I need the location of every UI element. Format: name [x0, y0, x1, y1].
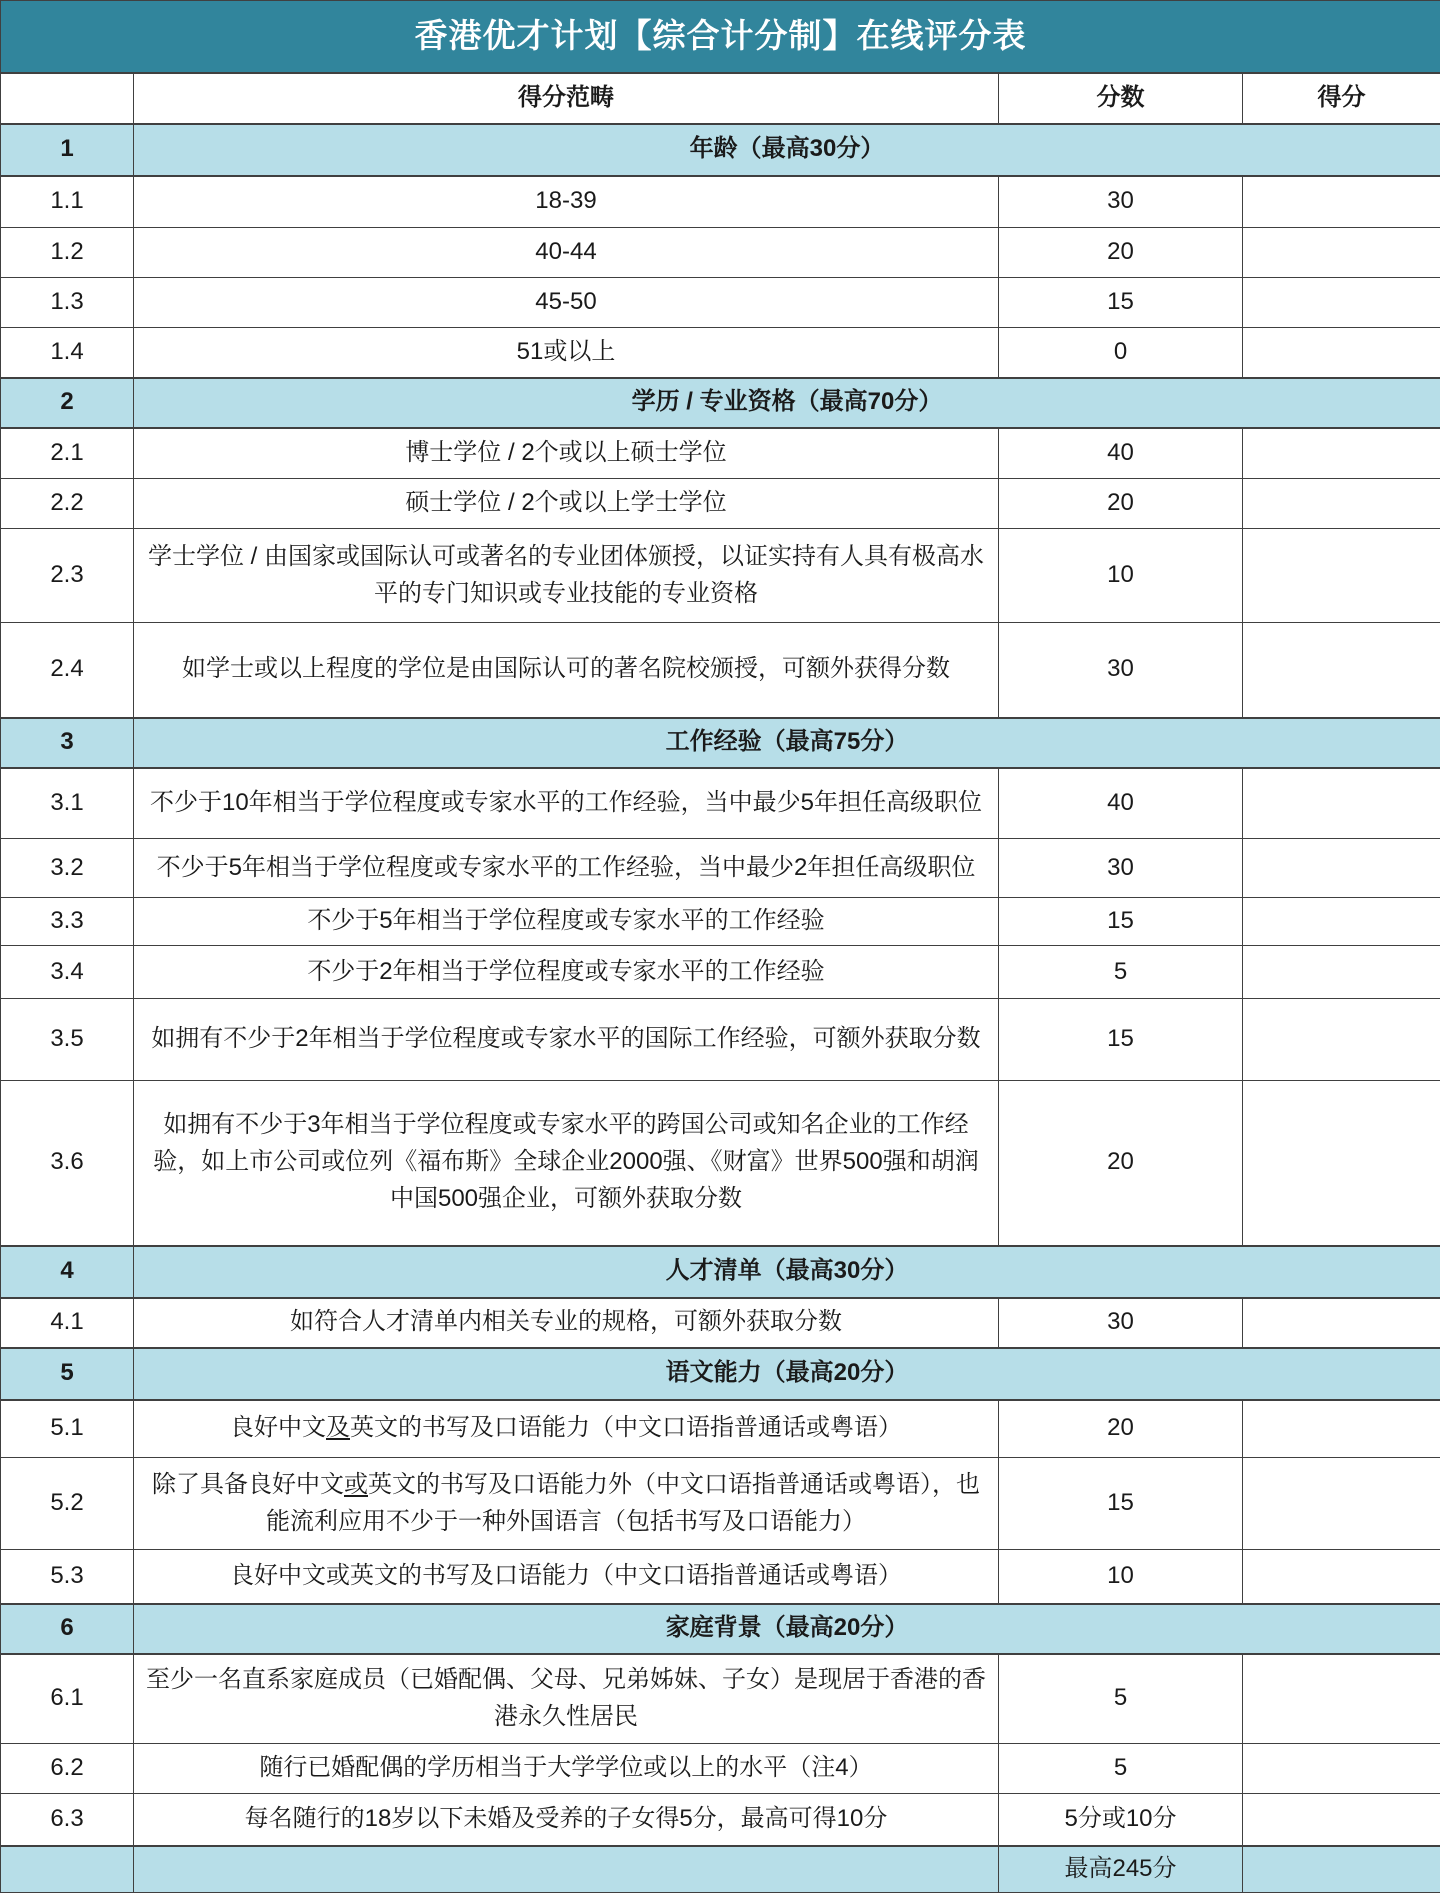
row-id-cell: 2 [1, 378, 134, 428]
category-cell [134, 1654, 999, 1744]
table-row [1, 946, 1440, 999]
category-text: 人才清单（最高30分） [666, 1257, 909, 1284]
points-cell: 15 [999, 898, 1243, 946]
score-input-cell[interactable] [1243, 1400, 1440, 1458]
table-row [1, 839, 1440, 898]
score-input-cell[interactable] [1243, 623, 1440, 718]
category-cell [134, 1400, 999, 1458]
table-row [1, 999, 1440, 1081]
category-text: 40-44 [535, 238, 596, 265]
score-input-cell[interactable] [1243, 1458, 1440, 1550]
points-cell: 15 [999, 999, 1243, 1081]
points-cell: 30 [999, 1298, 1243, 1348]
row-id-cell: 6 [1, 1604, 134, 1654]
score-input-cell[interactable] [1243, 529, 1440, 623]
table-row [1, 479, 1440, 529]
table-row [1, 278, 1440, 328]
section-row [1, 1348, 1440, 1400]
points-cell: 30 [999, 176, 1243, 228]
row-id-cell: 3.5 [1, 999, 134, 1081]
underlined-text: 或 [344, 1471, 368, 1498]
points-cell: 5 [999, 1654, 1243, 1744]
points-cell: 20 [999, 479, 1243, 529]
page-title: 香港优才计划【综合计分制】在线评分表 [1, 1, 1440, 73]
category-text: 不少于2年相当于学位程度或专家水平的工作经验 [307, 958, 824, 985]
table-row [1, 1744, 1440, 1794]
score-input-cell[interactable] [1243, 898, 1440, 946]
row-id-cell: 3 [1, 718, 134, 768]
category-text: 18-39 [535, 187, 596, 214]
points-cell: 40 [999, 428, 1243, 479]
category-cell [134, 1846, 999, 1893]
score-input-cell[interactable] [1243, 1744, 1440, 1794]
score-input-cell[interactable] [1243, 839, 1440, 898]
score-input-cell [1243, 1846, 1440, 1893]
score-input-cell[interactable] [1243, 1081, 1440, 1246]
category-text: 45-50 [535, 288, 596, 315]
points-cell: 20 [999, 1400, 1243, 1458]
category-text: 英文的书写及口语能力外（中文口语指普通话或粤语），也能流利应用不少于一种外国语言（包括书写及口语能力） [266, 1471, 980, 1535]
table-row [1, 228, 1440, 278]
category-cell [134, 278, 999, 328]
total-row [1, 1846, 1440, 1893]
section-row [1, 1604, 1440, 1654]
score-input-cell[interactable] [1243, 176, 1440, 228]
row-id-cell: 5.1 [1, 1400, 134, 1458]
category-text: 家庭背景（最高20分） [666, 1614, 909, 1641]
category-cell [134, 1246, 1440, 1298]
row-id-cell: 3.1 [1, 768, 134, 839]
category-cell [134, 176, 999, 228]
table-row [1, 768, 1440, 839]
col-header-score: 得分 [1243, 73, 1440, 124]
points-cell: 40 [999, 768, 1243, 839]
category-text: 不少于10年相当于学位程度或专家水平的工作经验，当中最少5年担任高级职位 [150, 789, 982, 816]
score-input-cell[interactable] [1243, 479, 1440, 529]
category-text: 如拥有不少于2年相当于学位程度或专家水平的国际工作经验，可额外获取分数 [151, 1025, 980, 1052]
table-row [1, 529, 1440, 623]
category-cell [134, 946, 999, 999]
category-cell [134, 623, 999, 718]
table-row [1, 1298, 1440, 1348]
category-cell [134, 428, 999, 479]
score-input-cell[interactable] [1243, 768, 1440, 839]
row-id-cell: 1.4 [1, 328, 134, 378]
category-text: 随行已婚配偶的学历相当于大学学位或以上的水平（注4） [259, 1754, 872, 1781]
row-id-cell: 1.2 [1, 228, 134, 278]
category-text: 良好中文或英文的书写及口语能力（中文口语指普通话或粤语） [230, 1562, 902, 1589]
row-id-cell: 6.3 [1, 1794, 134, 1846]
category-cell [134, 1744, 999, 1794]
category-text: 博士学位 / 2个或以上硕士学位 [405, 439, 726, 466]
section-row [1, 718, 1440, 768]
category-text: 不少于5年相当于学位程度或专家水平的工作经验，当中最少2年担任高级职位 [157, 854, 976, 881]
category-text: 如拥有不少于3年相当于学位程度或专家水平的跨国公司或知名企业的工作经验，如上市公司或位列《福布斯》全球企业2000强、《财富》世界500强和胡润中国500强企业，可额外获取分数 [153, 1111, 978, 1212]
row-id-cell: 3.6 [1, 1081, 134, 1246]
category-text: 51或以上 [517, 338, 616, 365]
category-cell [134, 1298, 999, 1348]
row-id-cell: 5 [1, 1348, 134, 1400]
category-cell [134, 124, 1440, 176]
score-input-cell[interactable] [1243, 228, 1440, 278]
category-cell [134, 768, 999, 839]
table-row [1, 1550, 1440, 1604]
category-text: 如符合人才清单内相关专业的规格，可额外获取分数 [290, 1308, 842, 1335]
table-row [1, 898, 1440, 946]
category-cell [134, 898, 999, 946]
table-row [1, 1400, 1440, 1458]
points-cell: 20 [999, 228, 1243, 278]
row-id-cell: 5.2 [1, 1458, 134, 1550]
col-header-id [1, 73, 134, 124]
points-cell: 30 [999, 839, 1243, 898]
category-cell [134, 1550, 999, 1604]
category-text: 年龄（最高30分） [690, 135, 885, 162]
row-id-cell: 2.2 [1, 479, 134, 529]
section-row [1, 378, 1440, 428]
category-cell [134, 839, 999, 898]
category-cell [134, 1794, 999, 1846]
category-text: 英文的书写及口语能力（中文口语指普通话或粤语） [350, 1414, 902, 1441]
category-cell [134, 1348, 1440, 1400]
table-row [1, 1654, 1440, 1744]
category-cell [134, 479, 999, 529]
category-cell [134, 328, 999, 378]
points-cell: 15 [999, 1458, 1243, 1550]
row-id-cell: 3.2 [1, 839, 134, 898]
table-row [1, 1794, 1440, 1846]
score-input-cell[interactable] [1243, 999, 1440, 1081]
section-row [1, 1246, 1440, 1298]
category-text: 学士学位 / 由国家或国际认可或著名的专业团体颁授，以证实持有人具有极高水平的专门知识或专业技能的专业资格 [148, 543, 984, 607]
score-input-cell[interactable] [1243, 278, 1440, 328]
category-cell [134, 718, 1440, 768]
category-cell [134, 1604, 1440, 1654]
score-input-cell[interactable] [1243, 428, 1440, 479]
table-row [1, 1081, 1440, 1246]
row-id-cell [1, 1846, 134, 1893]
points-cell: 最高245分 [999, 1846, 1243, 1893]
score-input-cell[interactable] [1243, 1550, 1440, 1604]
points-cell: 5分或10分 [999, 1794, 1243, 1846]
category-text: 工作经验（最高75分） [666, 728, 909, 755]
points-cell: 0 [999, 328, 1243, 378]
category-cell [134, 228, 999, 278]
category-text: 语文能力（最高20分） [666, 1359, 909, 1386]
row-id-cell: 2.3 [1, 529, 134, 623]
points-cell: 15 [999, 278, 1243, 328]
score-input-cell[interactable] [1243, 1298, 1440, 1348]
table-row [1, 428, 1440, 479]
category-text: 至少一名直系家庭成员（已婚配偶、父母、兄弟姊妹、子女）是现居于香港的香港永久性居民 [146, 1666, 986, 1730]
score-input-cell[interactable] [1243, 1654, 1440, 1744]
points-cell: 5 [999, 1744, 1243, 1794]
points-cell: 10 [999, 529, 1243, 623]
row-id-cell: 4.1 [1, 1298, 134, 1348]
category-text: 不少于5年相当于学位程度或专家水平的工作经验 [307, 907, 824, 934]
row-id-cell: 3.3 [1, 898, 134, 946]
category-cell [134, 1458, 999, 1550]
category-text: 硕士学位 / 2个或以上学士学位 [405, 489, 726, 516]
category-text: 除了具备良好中文 [152, 1471, 344, 1498]
row-id-cell: 4 [1, 1246, 134, 1298]
points-cell: 20 [999, 1081, 1243, 1246]
col-header-category: 得分范畴 [134, 73, 999, 124]
table-row [1, 328, 1440, 378]
row-id-cell: 6.2 [1, 1744, 134, 1794]
points-cell: 5 [999, 946, 1243, 999]
points-cell: 10 [999, 1550, 1243, 1604]
category-text: 如学士或以上程度的学位是由国际认可的著名院校颁授，可额外获得分数 [182, 655, 950, 682]
underlined-text: 及 [326, 1414, 350, 1441]
table-row [1, 176, 1440, 228]
table-row [1, 623, 1440, 718]
row-id-cell: 6.1 [1, 1654, 134, 1744]
category-cell [134, 1081, 999, 1246]
score-input-cell[interactable] [1243, 1794, 1440, 1846]
score-input-cell[interactable] [1243, 328, 1440, 378]
category-cell [134, 378, 1440, 428]
row-id-cell: 1.1 [1, 176, 134, 228]
row-id-cell: 1 [1, 124, 134, 176]
row-id-cell: 2.4 [1, 623, 134, 718]
category-cell [134, 529, 999, 623]
points-cell: 30 [999, 623, 1243, 718]
category-text: 每名随行的18岁以下未婚及受养的子女得5分，最高可得10分 [245, 1805, 888, 1832]
row-id-cell: 5.3 [1, 1550, 134, 1604]
row-id-cell: 3.4 [1, 946, 134, 999]
row-id-cell: 2.1 [1, 428, 134, 479]
column-header-row [1, 73, 1440, 124]
table-row [1, 1458, 1440, 1550]
row-id-cell: 1.3 [1, 278, 134, 328]
score-input-cell[interactable] [1243, 946, 1440, 999]
title-row [1, 1, 1440, 73]
category-text: 学历 / 专业资格（最高70分） [632, 388, 943, 415]
category-cell [134, 999, 999, 1081]
col-header-points: 分数 [999, 73, 1243, 124]
category-text: 良好中文 [230, 1414, 326, 1441]
section-row [1, 124, 1440, 176]
